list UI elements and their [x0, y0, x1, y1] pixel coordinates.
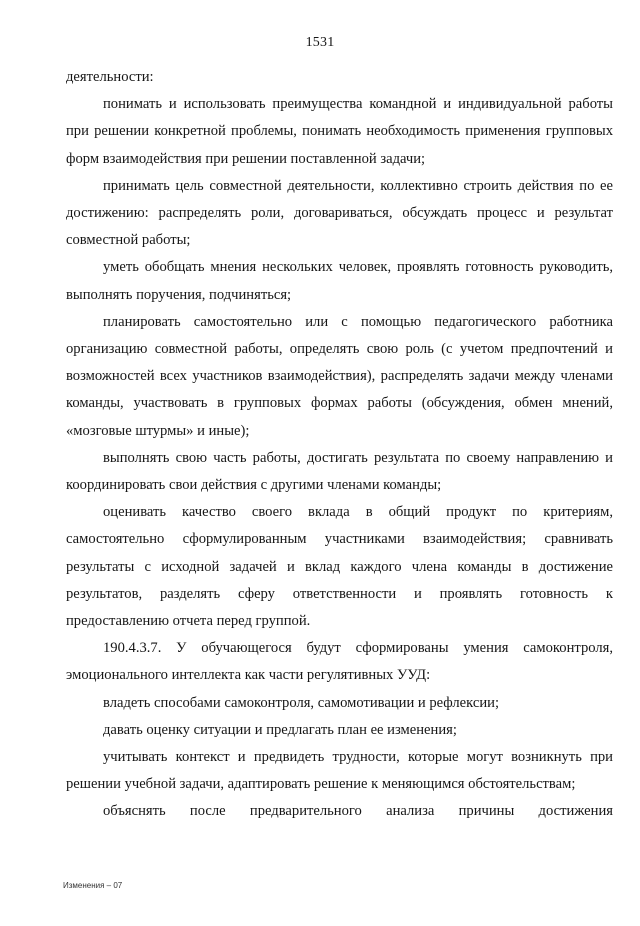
paragraph-generalize-opinions: уметь обобщать мнения нескольких человек, проявлять готовность руководить, выполнять поручения, подчиняться; [66, 259, 613, 303]
paragraph-section-190-4-3-7: 190.4.3.7. У обучающегося будут сформированы умения самоконтроля, эмоционального интеллекта как части регулятивных УУД: [66, 640, 613, 684]
paragraph-do-own-part: выполнять свою часть работы, достигать результата по своему направлению и координировать свои действия с другими членами команды; [66, 449, 613, 494]
body-text [66, 64, 613, 826]
footer-note: Изменения – 07 [63, 881, 123, 890]
paragraph-continuation: деятельности: [66, 69, 154, 85]
paragraph-self-control: владеть способами самоконтроля, самомотивации и рефлексии; [103, 694, 500, 711]
paragraph-teamwork-advantages: понимать и использовать преимущества командной и индивидуальной работы при решении конкретной проблемы, понимать необходимость применения групповых форм взаимодействия при решении поставленной задачи; [66, 96, 613, 167]
paragraph-explain-causes: объяснять после предварительного анализа причины достижения [103, 803, 613, 820]
paragraph-plan-joint-work: планировать самостоятельно или с помощью педагогического работника организацию совместной работы, определять свою роль (с учетом предпочтений и возможностей всех участников взаимодействия), распределять задачи между членами команды, участвовать в групповых формах работы (обсуждения, обмен мнений, «мозговые штурмы» и иные); [66, 313, 613, 439]
paragraph-assess-situation: давать оценку ситуации и предлагать план ее изменения; [103, 721, 457, 738]
paragraph-assess-contribution: оценивать качество своего вклада в общий продукт по критериям, самостоятельно сформулированным участниками взаимодействия; сравнивать результаты с исходной задачей и вклад каждого члена команды в достижение результатов, разделять сферу ответственности и проявлять готовность к предоставлению отчета перед группой. [66, 504, 613, 630]
paragraph-consider-context: учитывать контекст и предвидеть трудности, которые могут возникнуть при решении учебной задачи, адаптировать решение к меняющимся обстоятельствам; [66, 749, 613, 793]
page-number: 1531 [305, 35, 335, 50]
paragraph-joint-goal: принимать цель совместной деятельности, коллективно строить действия по ее достижению: распределять роли, договариваться, обсуждать процесс и результат совместной работы; [66, 177, 613, 249]
